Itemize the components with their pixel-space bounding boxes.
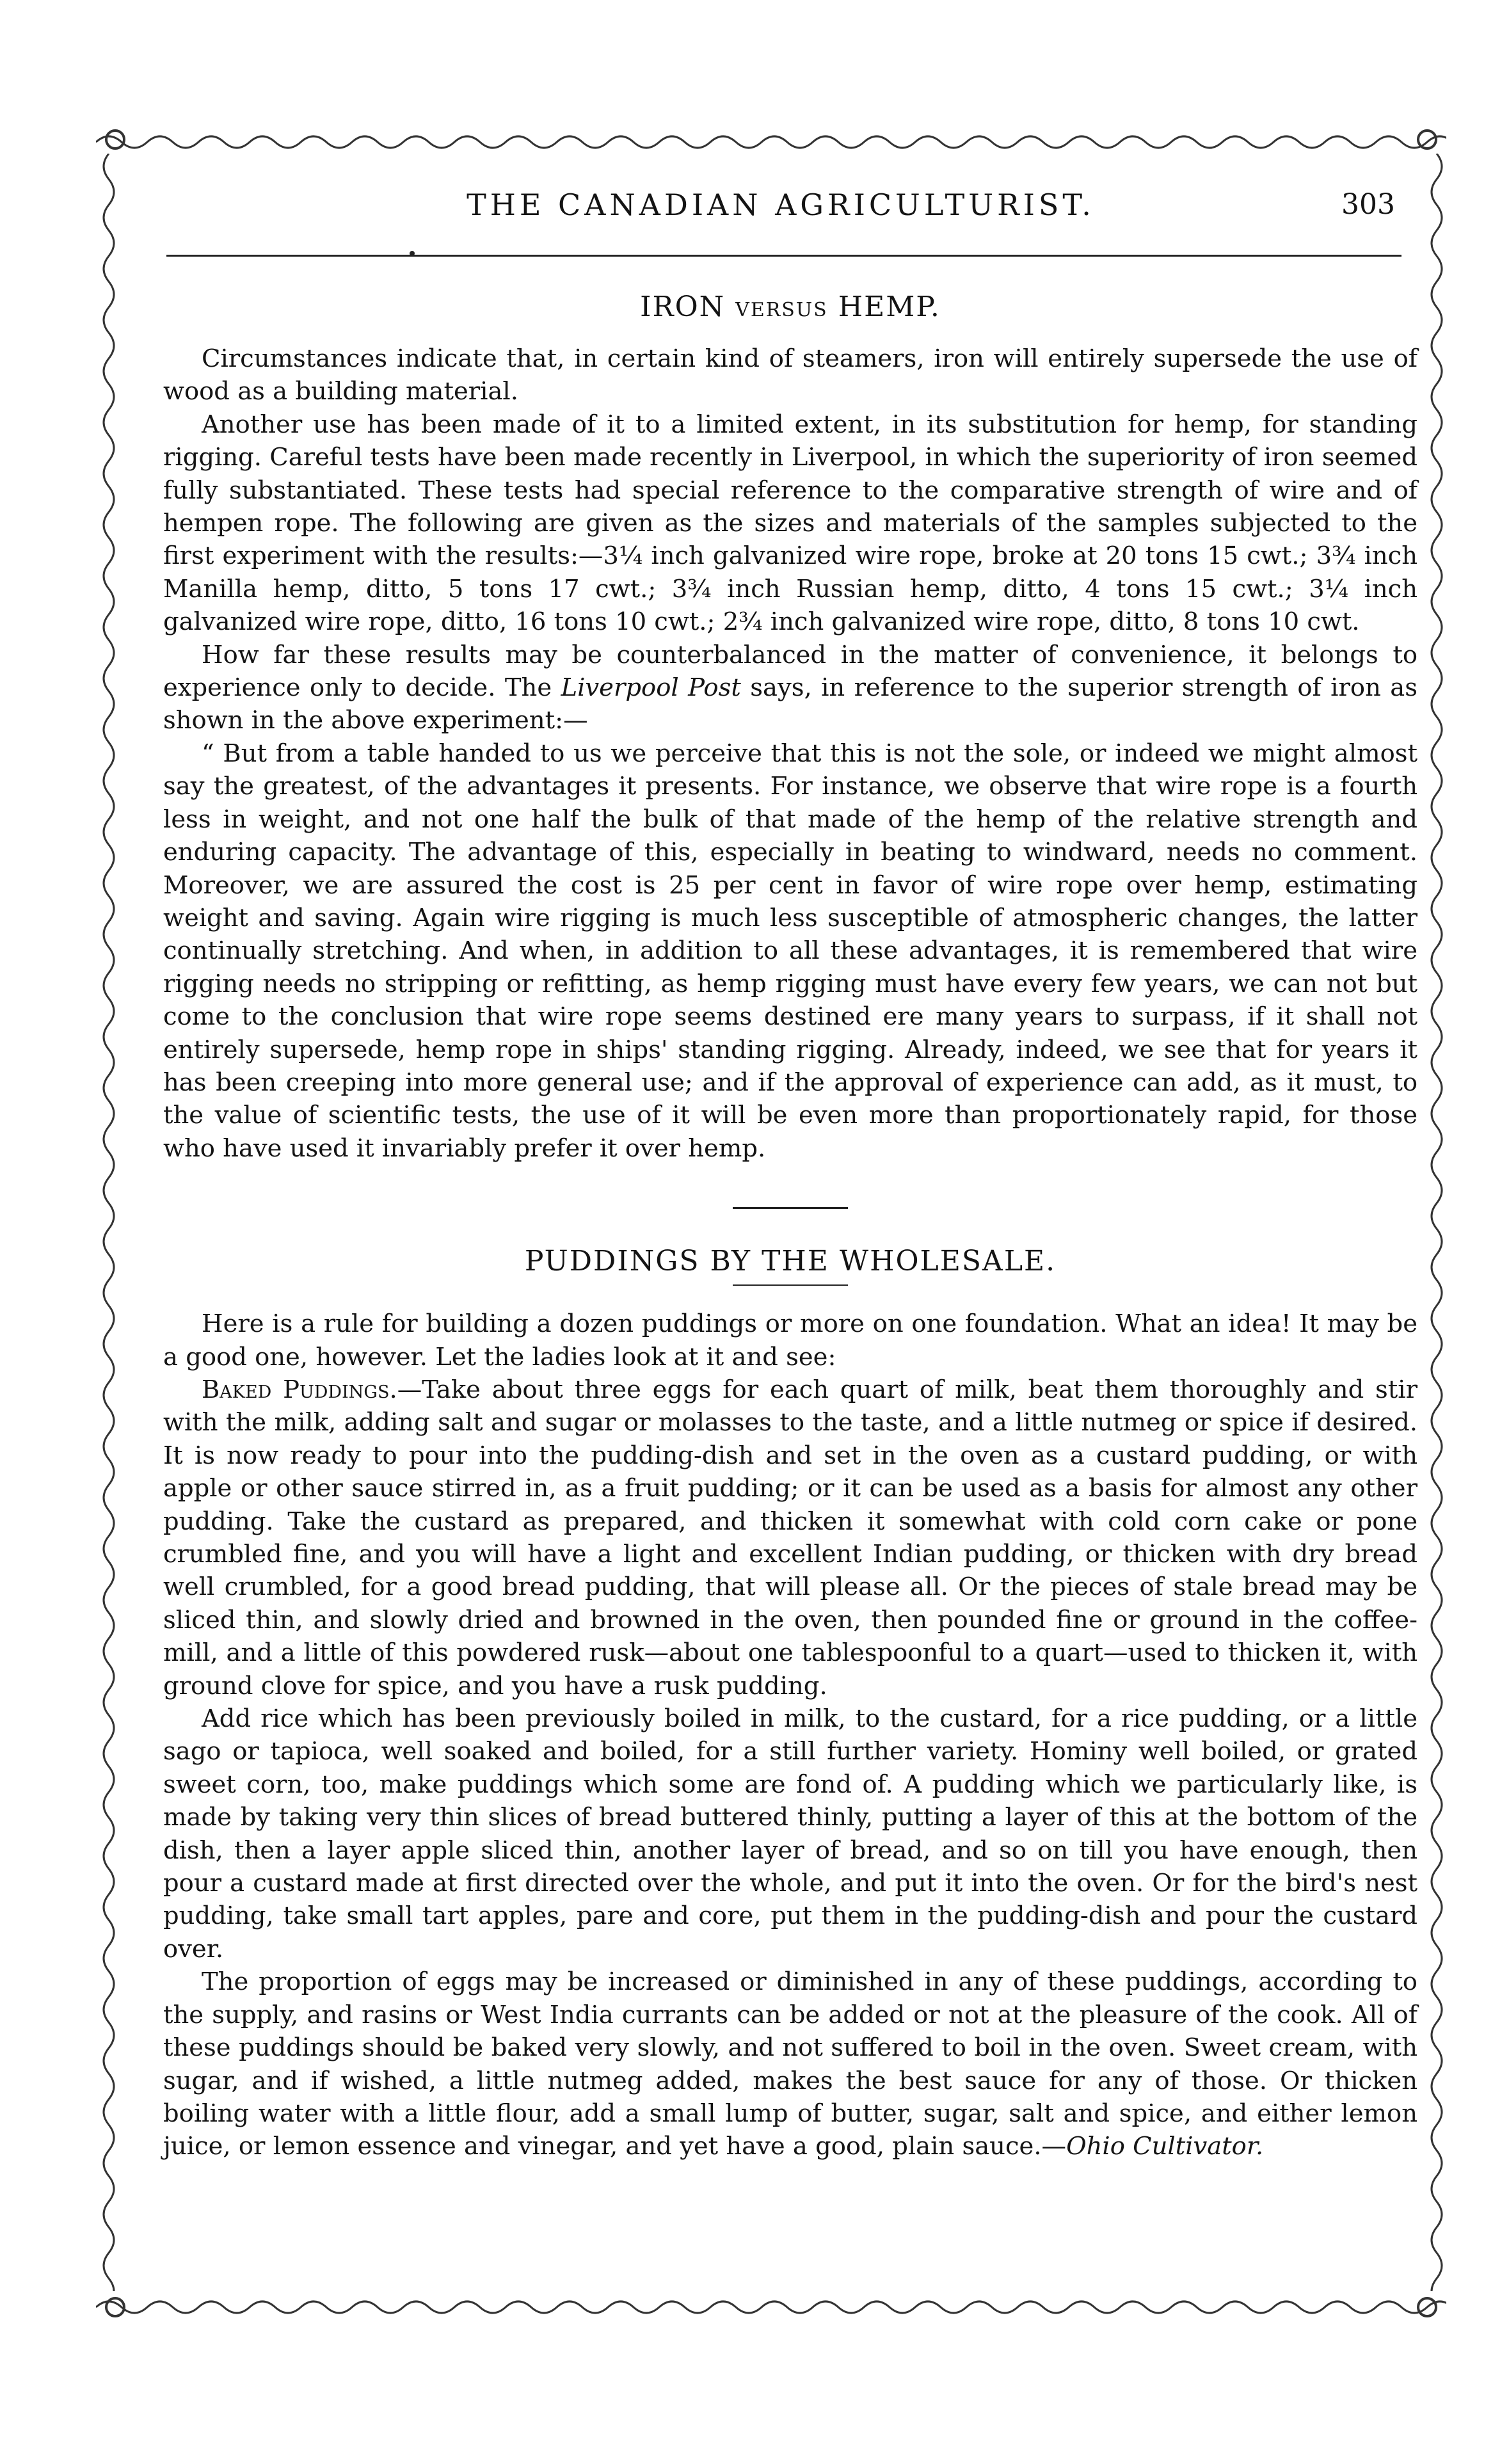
paragraph: Circumstances indicate that, in certain kind of steamers, iron will entirely supersede the use of wood as a building material.: [163, 344, 1417, 406]
paragraph-text: —Take about three eggs for each quart of milk, beat them thoroughly and stir with the milk, adding salt and sugar or molasses to the taste, and a little nutmeg or spice if desired. It is now ready to pour into the pudding-dish and set in the oven as a custard pudding, or with apple or other sauce stirred in, as a fruit pudding; or it can be used as a basis for almost any other pudding. Take the custard as prepared, and thicken it somewhat with cold corn cake or pone crumbled fine, and you will have a light and excellent Indian pudding, or thicken with dry bread well crumbled, for a good bread pudding, that will please all. Or the pieces of stale bread may be sliced thin, and slowly dried and browned in the oven, then pounded fine or ground in the coffee-mill, and a little of this powdered rusk—about one tablespoonful to a quart—used to thicken it, with ground clove for spice, and you have a rusk pudding.: [163, 1375, 1417, 1700]
article-title-iron-versus-hemp: [163, 288, 1417, 330]
header-rule-dot: [410, 251, 415, 256]
page-header: [154, 182, 1408, 227]
intro-paragraph: Here is a rule for building a dozen puddings or more on one foundation. What an idea! It may be a good one, however. Let the ladies look at it and see:: [163, 1309, 1417, 1372]
paragraph: Another use has been made of it to a limited extent, in its substitution for hemp, for standing rigging. Careful tests have been made recently in Liverpool, in which the superiority of iron seemed fully substantiated. These tests had special reference to the comparative strength of wire and of hempen rope. The following are given as the sizes and materials of the samples subjected to the first experiment with the results:—3¼ inch galvanized wire rope, broke at 20 tons 15 cwt.; 3¾ inch Manilla hemp, ditto, 5 tons 17 cwt.; 3¾ inch Russian hemp, ditto, 4 tons 15 cwt.; 3¼ inch galvanized wire rope, ditto, 16 tons 10 cwt.; 2¾ inch galvanized wire rope, ditto, 8 tons 10 cwt.: [163, 410, 1417, 637]
ornamental-border-right: [1424, 154, 1449, 2291]
title-word-hemp: HEMP.: [838, 291, 941, 323]
title-underline: [733, 1284, 848, 1286]
ornamental-border-bottom: [96, 2294, 1446, 2320]
paragraph: [163, 1965, 1417, 2163]
ornamental-border-left: [96, 154, 122, 2291]
newspaper-name: Liverpool Post: [561, 673, 741, 703]
source-citation: Ohio Cultivator.: [1066, 2132, 1264, 2161]
paragraph: [163, 639, 1417, 737]
ornamental-border-top: [96, 128, 1446, 154]
paragraph-text: The proportion of eggs may be increased or diminished in any of these puddings, according to the supply, and rasins or West India currants can be added or not at the pleasure of the cook. All of these puddings should be baked very slowly, and not suffered to boil in the oven. Sweet cream, with sugar, and if wished, a little nutmeg added, makes the best sauce for any of those. Or thicken boiling water with a little flour, add a small lump of butter, sugar, salt and spice, and either lemon juice, or lemon essence and vinegar, and yet have a good, plain sauce.—: [163, 1967, 1417, 2161]
title-word-iron: IRON: [640, 291, 726, 323]
paragraph-text: says, in reference to the superior strength of iron as shown in the above experiment:—: [163, 673, 1417, 735]
page-content: [163, 288, 1417, 2163]
title-word-versus: VERSUS: [735, 299, 828, 321]
page-number: 303: [1341, 188, 1395, 221]
section-divider: [733, 1207, 848, 1209]
paragraph-text: How far these results may be counterbalanced in the matter of convenience, it belongs to experience only to decide. The: [163, 640, 1417, 703]
recipe-heading: Baked Puddings.: [202, 1375, 397, 1404]
paragraph: Add rice which has been previously boiled in milk, to the custard, for a rice pudding, or a little sago or tapioca, well soaked and boiled, for a still further variety. Hominy well boiled, or grated sweet corn, too, make puddings which some are fond of. A pudding which we particularly like, is made by taking very thin slices of bread buttered thinly, putting a layer of this at the bottom of the dish, then a layer apple sliced thin, another layer of bread, and so on till you have enough, then pour a custard made at first directed over the whole, and put it into the oven. Or for the bird's nest pudding, take small tart apples, pare and core, put them in the pudding-dish and pour the custard over.: [163, 1704, 1417, 1964]
header-rule: [166, 255, 1401, 257]
paragraph: [163, 1373, 1417, 1702]
quoted-paragraph: “ But from a table handed to us we perceive that this is not the sole, or indeed we might almost say the greatest, of the advantages it presents. For instance, we observe that wire rope is a fourth less in weight, and not one half the bulk of that made of the hemp of the relative strength and enduring capacity. The advantage of this, especially in beating to windward, needs no comment. Moreover, we are assured the cost is 25 per cent in favor of wire rope over hemp, estimating weight and saving. Again wire rigging is much less susceptible of atmospheric changes, the latter continually stretching. And when, in addition to all these advantages, it is remembered that wire rigging needs no stripping or refitting, as hemp rigging must have every few years, we can not but come to the conclusion that wire rope seems destined ere many years to surpass, if it shall not entirely supersede, hemp rope in ships' standing rigging. Already, indeed, we see that for years it has been creeping into more general use; and if the approval of experience can add, as it must, to the value of scientific tests, the use of it will be even more than proportionately rapid, for those who have used it invariably prefer it over hemp.: [163, 739, 1417, 1163]
article-title-puddings: PUDDINGS BY THE WHOLESALE.: [524, 1245, 1057, 1278]
running-title: THE CANADIAN AGRICULTURIST.: [467, 188, 1095, 222]
